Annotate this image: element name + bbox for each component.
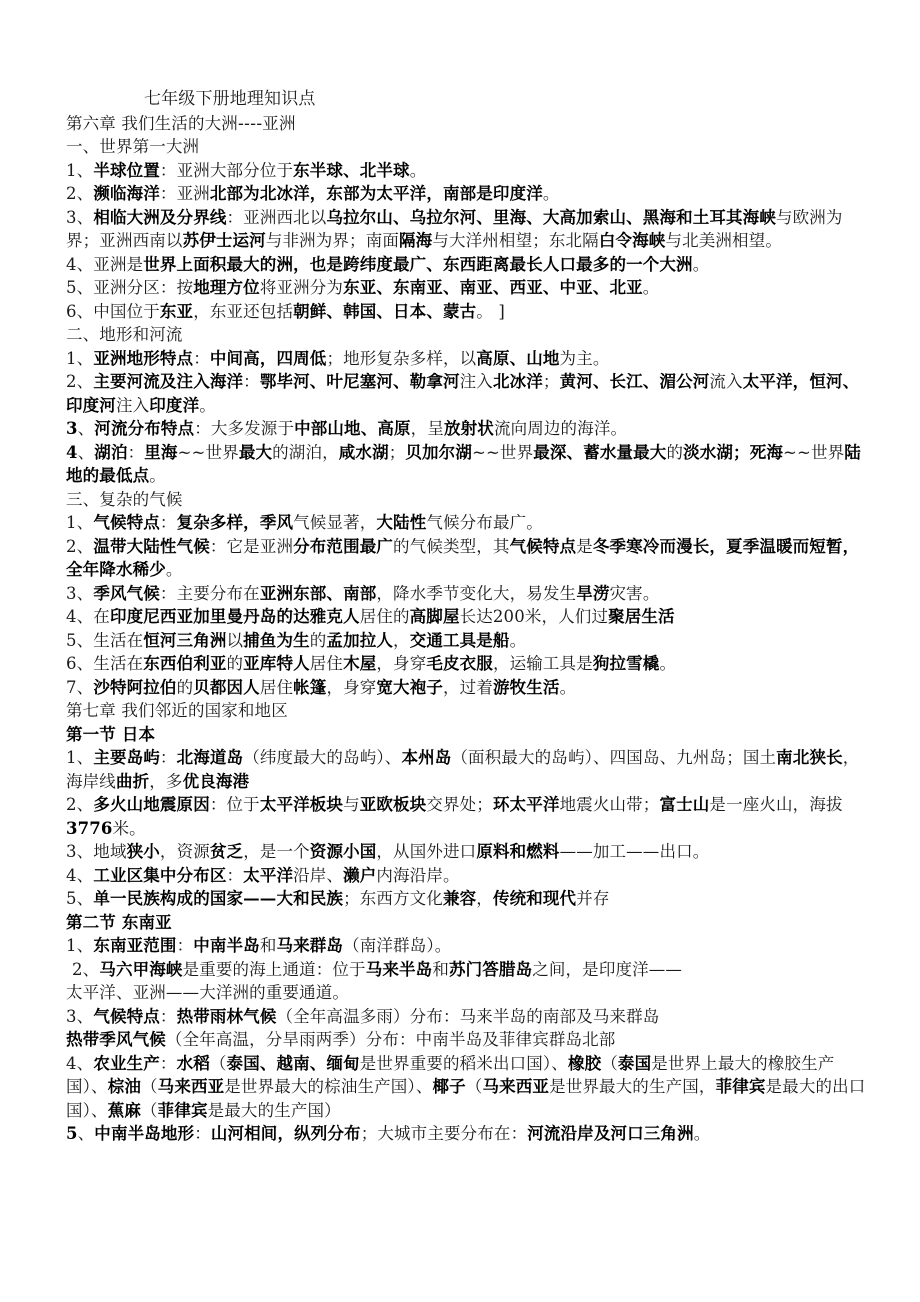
bold-text: 热带雨林气候 (176, 1006, 277, 1026)
bold-text: 中南半岛地形 (94, 1124, 195, 1143)
bold-text: 高原、山地 (476, 348, 560, 368)
paragraph-line: 6、生活在东西伯利亚的亚库特人居住木屋，身穿毛皮衣服，运输工具是狗拉雪橇。 (66, 654, 677, 673)
bold-text: 马来西亚 (157, 1077, 225, 1096)
bold-text: 富士山 (659, 795, 710, 814)
bold-text: 兼容 (442, 889, 477, 908)
bold-text: 农业生产 (93, 1053, 160, 1073)
paragraph-line: 5、中南半岛地形：山河相间，纵列分布；大城市主要分布在：河流沿岸及河口三角洲。 (66, 1124, 711, 1143)
bold-text: 苏门答腊岛 (448, 959, 533, 979)
bold-text: 泰国 (617, 1053, 652, 1073)
bold-text: 朝鲜、韩国、日本、蒙古 (293, 301, 477, 321)
paragraph-line: 5、单一民族构成的国家——大和民族；东西方文化兼容，传统和现代并存 (66, 889, 610, 908)
paragraph-line: 4、工业区集中分布区：太平洋沿岸、濑户内海沿岸。 (66, 865, 460, 885)
bold-text: 河流分布特点 (94, 419, 195, 438)
paragraph-line: 2、多火山地震原因：位于太平洋板块与亚欧板块交界处；环太平洋地震火山带；富士山是一座火山，海拔3776米。 (66, 795, 843, 838)
bold-text: 蕉麻 (107, 1100, 142, 1120)
bold-text: 恒河三角洲 (143, 630, 227, 650)
bold-text: 最大 (238, 442, 273, 462)
bold-text: 温带大陆性气候 (93, 536, 210, 556)
section-heading: 二、地形和河流 (66, 325, 183, 344)
bold-text: 山河相间，纵列分布 (210, 1124, 361, 1143)
bold-text: 帐篷 (293, 677, 327, 697)
paragraph-line: 4、湖泊：里海~~世界最大的湖泊，咸水湖；贝加尔湖~~世界最深、蓄水量最大的淡水湖；死海~~世界陆地的最低点。 (66, 442, 861, 485)
bold-text: 陆地的最低点 (66, 442, 861, 485)
paragraph-line: 1、亚洲地形特点：中间高，四周低；地形复杂多样，以高原、山地为主。 (66, 348, 610, 368)
paragraph-line: 3、河流分布特点：大多发源于中部山地、高原，呈放射状流向周边的海洋。 (66, 419, 628, 438)
bold-text: 亚欧板块 (359, 795, 427, 814)
bold-text: 游牧生活 (492, 677, 560, 697)
bold-text: 主要岛屿 (93, 748, 160, 767)
bold-text: 东亚 (159, 301, 194, 321)
section-heading (66, 911, 866, 935)
paragraph-line: 7、沙特阿拉伯的贝都因人居住帐篷，身穿宽大袍子，过着游牧生活。 (66, 677, 577, 697)
bold-text: 宽大袍子 (376, 677, 444, 697)
bold-text: 太平洋板块 (259, 795, 344, 814)
paragraph-line: 2、马六甲海峡是重要的海上通道：位于马来半岛和苏门答腊岛之间，是印度洋—— (72, 959, 683, 979)
section-heading: 一、世界第一大洲 (66, 137, 200, 156)
paragraph-line: 1、主要岛屿：北海道岛（纬度最大的岛屿）、本州岛（面积最大的岛屿）、四国岛、九州岛；国土南北狭长，海岸线曲折，多优良海港 (66, 748, 860, 791)
bold-text: 单一民族构成的国家——大和民族 (93, 889, 344, 908)
bold-text: 主要河流及注入海洋 (93, 372, 244, 391)
bold-text: 苏伊士运河 (182, 231, 266, 250)
bold-text: 复杂多样，季风 (176, 513, 294, 532)
paragraph-line: 3、季风气候：主要分布在亚洲东部、南部，降水季节变化大，易发生旱涝灾害。 (66, 583, 660, 603)
bold-text: 贫乏 (209, 842, 244, 861)
paragraph-line: 1、半球位置：亚洲大部分位于东半球、北半球。 (66, 160, 427, 180)
bold-text: 4 (66, 442, 78, 462)
paragraph-line: 热带季风气候（全年高温，分旱雨两季）分布：中南半岛及菲律宾群岛北部 (66, 1030, 616, 1049)
bold-text: 气候特点 (93, 513, 160, 532)
bold-text: 贝加尔湖 (405, 442, 472, 462)
bold-text: 濑户 (343, 865, 377, 885)
bold-text: 环太平洋 (492, 795, 560, 814)
bold-text: 中间高，四周低 (209, 348, 327, 368)
bold-text: 半球位置 (93, 160, 160, 180)
bold-text: 北海道岛 (176, 748, 244, 767)
bold-text: 第二节 东南亚 (66, 912, 172, 932)
bold-text: 中部山地、高原 (294, 419, 411, 438)
bold-text: 传统和现代 (492, 889, 577, 908)
bold-text: 最深、蓄水量最大 (533, 442, 667, 462)
bold-text: 太平洋，恒河、印度河 (66, 372, 860, 415)
bold-text: 优良海港 (182, 771, 250, 791)
bold-text: 交通工具是船 (409, 630, 510, 650)
bold-text: 本州岛 (401, 748, 452, 767)
bold-text: 曲折 (115, 771, 150, 791)
bold-text: 马来群岛 (276, 936, 344, 955)
bold-text: 北冰洋 (492, 372, 543, 391)
bold-text: 隔海 (399, 231, 433, 250)
bold-text: 菲律宾 (715, 1077, 766, 1096)
bold-text: 资源小国 (309, 842, 377, 861)
bold-text: 马来西亚 (482, 1077, 550, 1096)
bold-text: 橡胶 (567, 1053, 602, 1073)
bold-text: 乌拉尔山、乌拉尔河、里海、大高加索山、黑海和土耳其海峡 (326, 207, 776, 227)
document-page (66, 88, 866, 1146)
bold-text: 濒临海洋 (93, 184, 160, 203)
paragraph-line: 1、气候特点：复杂多样，季风气候显著，大陆性气候分布最广。 (66, 513, 543, 532)
bold-text: 黄河、长江、湄公河 (559, 372, 710, 391)
bold-text: 印度尼西亚加里曼丹岛的达雅克人 (109, 607, 360, 626)
paragraph-line: 3、地域狭小，资源贫乏，是一个资源小国，从国外进口原料和燃料——加工——出口。 (66, 842, 710, 861)
bold-text: 大陆性 (376, 513, 427, 532)
bold-text: 3776 (66, 818, 113, 838)
bold-text: 棕油 (107, 1077, 142, 1096)
bold-text: 咸水湖 (338, 442, 389, 462)
bold-text: 南北狭长 (776, 748, 843, 767)
bold-text: 旱涝 (576, 583, 610, 603)
bold-text: 多火山地震原因 (93, 795, 210, 814)
bold-text: 白令海峡 (598, 231, 666, 250)
bold-text: 相临大洲及分界线 (93, 207, 227, 227)
bold-text: 捕鱼为生 (243, 630, 310, 650)
bold-text: 孟加拉人 (326, 630, 394, 650)
bold-text: 世界上面积最大的洲，也是跨纬度最广、东西距离最长人口最多的一个大洲 (143, 254, 693, 274)
bold-text: 里海 (144, 442, 178, 462)
paragraph-line: 2、温带大陆性气候：它是亚洲分布范围最广的气候类型，其气候特点是冬季寒冷而漫长，夏季温暖而短暂，全年降水稀少。 (66, 536, 860, 579)
section-heading: 三、复杂的气候 (66, 489, 183, 509)
bold-text: 椰子 (432, 1077, 466, 1096)
paragraph-line: 3、气候特点：热带雨林气候（全年高温多雨）分布：马来半岛的南部及马来群岛 (66, 1006, 660, 1026)
section-heading: 第七章 我们邻近的国家和地区 (66, 701, 288, 720)
bold-text: 狭小 (126, 842, 160, 861)
bold-text: 东半球、北半球 (293, 160, 410, 180)
bold-text: 贝都因人 (193, 677, 260, 697)
bold-text: 高脚屋 (409, 607, 460, 626)
bold-text: 东亚、东南亚、南亚、西亚、中亚、北亚 (343, 278, 643, 297)
paragraph-line: 4、在印度尼西亚加里曼丹岛的达雅克人居住的高脚屋长达200米，人们过聚居生活 (66, 607, 675, 626)
bold-text: 季风气候 (93, 583, 160, 603)
bold-text: 地理方位 (193, 278, 260, 297)
bold-text: 工业区集中分布区 (93, 865, 227, 885)
bold-text: 马六甲海峡 (99, 959, 183, 979)
bold-text: 木屋 (343, 654, 377, 673)
bold-text: 湖泊 (94, 442, 128, 462)
bold-text: 鄂毕河、叶尼塞河、勒拿河 (259, 372, 460, 391)
paragraph-line: 2、主要河流及注入海洋：鄂毕河、叶尼塞河、勒拿河注入北冰洋；黄河、长江、湄公河流入太平洋，恒河、印度河注入印度洋。 (66, 372, 860, 415)
section-heading: 第六章 我们生活的大洲----亚洲 (66, 113, 296, 133)
bold-text: 印度洋 (149, 395, 200, 415)
bold-text: 热带季风气候 (66, 1030, 166, 1049)
document-body (66, 112, 866, 1146)
bold-text: 河流沿岸及河口三角洲 (527, 1124, 694, 1143)
bold-text: 泰国、越南、缅甸 (226, 1053, 360, 1073)
bold-text: 北部为北冰洋，东部为太平洋，南部是印度洋 (209, 184, 543, 203)
bold-text: 第一节 日本 (66, 724, 156, 744)
bold-text: 马来半岛 (365, 959, 433, 979)
paragraph-line: 1、东南亚范围：中南半岛和马来群岛（南洋群岛）。 (66, 936, 452, 955)
document-title: 七年级下册地理知识点 (144, 89, 316, 109)
bold-text: 菲律宾 (157, 1100, 208, 1120)
bold-text: 毛皮衣服 (426, 654, 493, 673)
bold-text: 气候特点 (93, 1006, 160, 1026)
bold-text: 亚库特人 (243, 654, 310, 673)
paragraph-line: 2、濒临海洋：亚洲北部为北冰洋，东部为太平洋，南部是印度洋。 (66, 184, 560, 203)
bold-text: 3 (66, 419, 78, 438)
bold-text: 冬季寒冷而漫长，夏季温暖而短暂，全年降水稀少 (66, 536, 860, 579)
paragraph-line: 4、农业生产：水稻（泰国、越南、缅甸是世界重要的稻米出口国）、橡胶（泰国是世界上最大的橡胶生产国）、棕油（马来西亚是世界最大的棕油生产国）、椰子（马来西亚是世界最大的生产国，菲律宾是最大的出口国）、蕉麻（菲律宾是最大的生产国） (66, 1053, 866, 1120)
section-heading (66, 723, 866, 747)
paragraph-line: 6、中国位于东亚，东亚还包括朝鲜、韩国、日本、蒙古。 ] (66, 301, 505, 321)
paragraph-line: 4、亚洲是世界上面积最大的洲，也是跨纬度最广、东西距离最长人口最多的一个大洲。 (66, 254, 710, 274)
bold-text: 放射状 (443, 419, 494, 438)
bold-text: 气候特点 (509, 536, 577, 556)
bold-text: 沙特阿拉伯 (93, 677, 177, 697)
bold-text: 5 (66, 1124, 78, 1143)
bold-text: 淡水湖；死海 (683, 442, 784, 462)
bold-text: 分布范围最广 (293, 536, 394, 556)
paragraph-line: 3、相临大洲及分界线：亚洲西北以乌拉尔山、乌拉尔河、里海、大高加索山、黑海和土耳其海峡与欧洲为界；亚洲西南以苏伊士运河与非洲为界；南面隔海与大洋州相望；东北隔白令海峡与北美洲相望。 (66, 207, 843, 250)
bold-text: 亚洲地形特点 (93, 348, 194, 368)
bold-text: 原料和燃料 (476, 842, 560, 861)
paragraph-line: 5、生活在恒河三角洲以捕鱼为生的孟加拉人，交通工具是船。 (66, 630, 527, 650)
bold-text: 水稻 (176, 1053, 210, 1073)
bold-text: 狗拉雪橇 (592, 654, 660, 673)
bold-text: 亚洲东部、南部 (259, 583, 377, 603)
bold-text: 中南半岛 (193, 936, 260, 955)
bold-text: 聚居生活 (608, 607, 675, 626)
bold-text: 太平洋 (243, 865, 294, 885)
bold-text: 东西伯利亚 (143, 654, 227, 673)
bold-text: 东南亚范围 (93, 936, 177, 955)
paragraph-line: 太平洋、亚洲——大洋洲的重要通道。 (66, 983, 350, 1002)
paragraph-line: 5、亚洲分区：按地理方位将亚洲分为东亚、东南亚、南亚、西亚、中亚、北亚。 (66, 278, 660, 297)
